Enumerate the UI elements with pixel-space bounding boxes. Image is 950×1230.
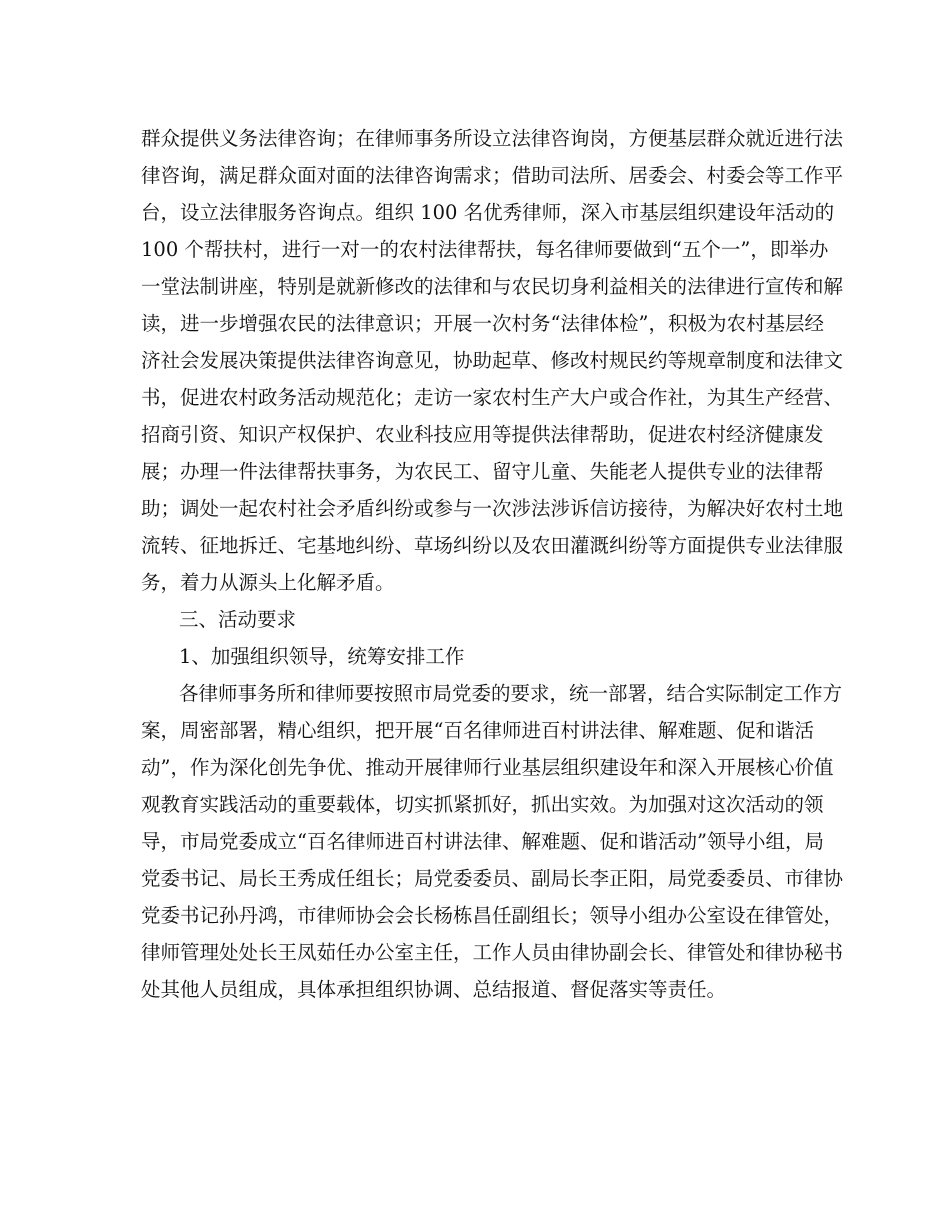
body-text-line: 台，设立法律服务咨询点。组织 100 名优秀律师，深入市基层组织建设年活动的 xyxy=(141,201,835,224)
body-text-line: 助；调处一起农村社会矛盾纠纷或参与一次涉法涉诉信访接待，为解决好农村土地 xyxy=(141,497,844,520)
body-text-line: 书，促进农村政务活动规范化；走访一家农村生产大户或合作社，为其生产经营、 xyxy=(141,386,844,409)
body-text-line: 展；办理一件法律帮扶事务，为农民工、留守儿童、失能老人提供专业的法律帮 xyxy=(141,460,824,483)
body-text-line: 观教育实践活动的重要载体，切实抓紧抓好，抓出实效。为加强对这次活动的领 xyxy=(141,793,824,816)
body-text-line: 100 个帮扶村，进行一对一的农村法律帮扶，每名律师要做到“五个一”，即举办 xyxy=(141,238,829,261)
body-text-line: 一堂法制讲座，特别是就新修改的法律和与农民切身利益相关的法律进行宣传和解 xyxy=(141,275,844,298)
section-heading: 三、活动要求 xyxy=(179,608,297,631)
body-text-line: 招商引资、知识产权保护、农业科技应用等提供法律帮助，促进农村经济健康发 xyxy=(141,423,824,446)
paragraph-first-line: 各律师事务所和律师要按照市局党委的要求，统一部署，结合实际制定工作方 xyxy=(179,682,843,705)
body-text-line: 党委书记孙丹鸿，市律师协会会长杨栋昌任副组长；领导小组办公室设在律管处， xyxy=(141,904,844,927)
body-text-line: 律师管理处处长王凤茹任办公室主任，工作人员由律协副会长、律管处和律协秘书 xyxy=(141,941,844,964)
body-text-line: 务，着力从源头上化解矛盾。 xyxy=(141,571,395,594)
body-text-line: 读，进一步增强农民的法律意识；开展一次村务“法律体检”，积极为农村基层经 xyxy=(141,312,824,335)
body-text-line: 党委书记、局长王秀成任组长；局党委委员、副局长李正阳，局党委委员、市律协 xyxy=(141,867,844,890)
body-text-line: 群众提供义务法律咨询；在律师事务所设立法律咨询岗，方便基层群众就近进行法 xyxy=(141,127,844,150)
body-text-line: 流转、征地拆迁、宅基地纠纷、草场纠纷以及农田灌溉纠纷等方面提供专业法律服 xyxy=(141,534,844,557)
subsection-heading: 1、加强组织领导，统筹安排工作 xyxy=(179,645,465,668)
body-text-line: 济社会发展决策提供法律咨询意见，协助起草、修改村规民约等规章制度和法律文 xyxy=(141,349,844,372)
body-text-line: 动”，作为深化创先争优、推动开展律师行业基层组织建设年和深入开展核心价值 xyxy=(141,756,834,779)
body-text-line: 导，市局党委成立“百名律师进百村讲法律、解难题、促和谐活动”领导小组，局 xyxy=(141,830,824,853)
body-text-line: 律咨询，满足群众面对面的法律咨询需求；借助司法所、居委会、村委会等工作平 xyxy=(141,164,844,187)
body-text-line: 处其他人员组成，具体承担组织协调、总结报道、督促落实等责任。 xyxy=(141,978,727,1001)
body-text-line: 案，周密部署，精心组织，把开展“百名律师进百村讲法律、解难题、促和谐活 xyxy=(141,719,814,742)
